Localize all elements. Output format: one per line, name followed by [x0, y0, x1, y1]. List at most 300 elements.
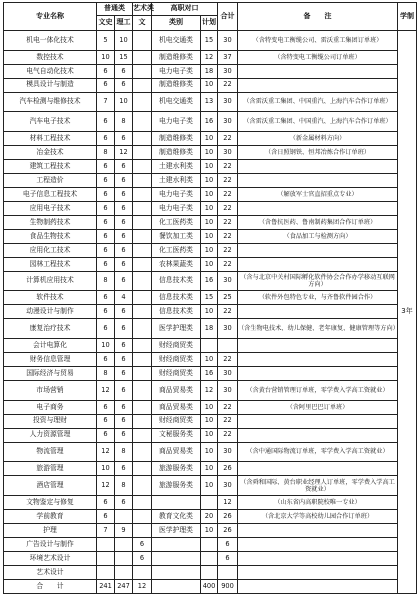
ligong-cell: 10: [115, 30, 133, 50]
table-row: [4, 366, 417, 380]
note-cell: （含雷沃重工集团、中国重汽、上海汽车合作订单班）: [238, 112, 398, 132]
category-cell: 农林果蔬类: [152, 257, 201, 271]
header-row-1: [4, 3, 417, 16]
major-name-cell: 酒店管理: [4, 476, 97, 496]
plan-cell: 16: [201, 271, 218, 291]
art-wen-cell: [133, 271, 152, 291]
table-row: [4, 146, 417, 160]
note-cell: [238, 173, 398, 187]
major-name-cell: 广告设计与制作: [4, 537, 97, 551]
wenshi-cell: 12: [97, 380, 115, 400]
note-cell: （含日照钢铁、恒邦冶炼合作订单班）: [238, 146, 398, 160]
note-cell: （含鲁抗医药、鲁南制药集团合作订单班）: [238, 215, 398, 229]
wenshi-cell: 7: [97, 92, 115, 112]
total-cell: 22: [218, 229, 238, 243]
total-label-cell: 合 计: [4, 579, 97, 593]
wenshi-cell: 6: [97, 64, 115, 78]
note-cell: [238, 462, 398, 476]
major-name-cell: 软件技术: [4, 291, 97, 305]
major-name-cell: 建筑工程技术: [4, 159, 97, 173]
ligong-cell: 6: [115, 64, 133, 78]
plan-cell: [201, 537, 218, 551]
plan-cell: 20: [201, 509, 218, 523]
plan-cell: 10: [201, 159, 218, 173]
plan-cell: 18: [201, 64, 218, 78]
major-name-cell: 工程造价: [4, 173, 97, 187]
table-row: [4, 215, 417, 229]
category-cell: 文秘服务类: [152, 428, 201, 442]
major-name-cell: 应用化工技术: [4, 243, 97, 257]
table-row: [4, 50, 417, 64]
note-cell: （含特变电工衡缆公司订单班）: [238, 50, 398, 64]
total-cell: 30: [218, 319, 238, 339]
art-wen-cell: [133, 132, 152, 146]
ligong-cell: 6: [115, 414, 133, 428]
note-cell: （含舜和国际、黄台职业经理人订单班，零学费入学高工资就业）: [238, 476, 398, 496]
ligong-cell: 6: [115, 305, 133, 319]
total-cell: 22: [218, 132, 238, 146]
major-name-cell: 汽车检测与维修技术: [4, 92, 97, 112]
art-wen-cell: [133, 243, 152, 257]
category-cell: 电力电子类: [152, 112, 201, 132]
major-name-cell: 人力资源管理: [4, 428, 97, 442]
major-name-cell: 电气自动化技术: [4, 64, 97, 78]
plan-cell: 12: [201, 50, 218, 64]
table-row: [4, 305, 417, 319]
total-cell: 30: [218, 476, 238, 496]
art-wen-cell: [133, 229, 152, 243]
art-wen-cell: [133, 352, 152, 366]
note-cell: [238, 537, 398, 551]
table-row: [4, 380, 417, 400]
total-cell: 30: [218, 30, 238, 50]
wenshi-cell: 6: [97, 201, 115, 215]
header-wenshi: 文史: [97, 15, 115, 30]
wenshi-cell: 10: [97, 339, 115, 353]
header-wen: 文: [133, 15, 152, 30]
wenshi-cell: 6: [97, 352, 115, 366]
ligong-cell: 6: [115, 215, 133, 229]
header-beizhu: 备 注: [238, 3, 398, 31]
table-row: [4, 476, 417, 496]
total-cell: 22: [218, 352, 238, 366]
ligong-cell: [115, 551, 133, 565]
total-cell: [218, 565, 238, 579]
table-row: [4, 339, 417, 353]
note-cell: [238, 64, 398, 78]
table-row: [4, 352, 417, 366]
ligong-cell: 6: [115, 339, 133, 353]
header-xuezhi: 学制: [398, 3, 417, 31]
table-row: [4, 462, 417, 476]
major-name-cell: 数控技术: [4, 50, 97, 64]
major-name-cell: 电子商务: [4, 400, 97, 414]
table-row: [4, 30, 417, 50]
category-cell: [152, 496, 201, 510]
major-name-cell: 汽车电子技术: [4, 112, 97, 132]
category-cell: 财经商贸类: [152, 366, 201, 380]
total-cell: 37: [218, 50, 238, 64]
category-cell: 化工医药类: [152, 215, 201, 229]
plan-cell: 10: [201, 173, 218, 187]
wenshi-cell: 6: [97, 291, 115, 305]
total-cell: 22: [218, 78, 238, 92]
wenshi-cell: [97, 551, 115, 565]
ligong-cell: 6: [115, 366, 133, 380]
art-wen-cell: [133, 173, 152, 187]
note-cell: [238, 551, 398, 565]
total-cell: 6: [218, 551, 238, 565]
ligong-cell: [115, 565, 133, 579]
note-cell: （含生物电技术、幼儿保健、老年康复、健康管理等方向）: [238, 319, 398, 339]
category-cell: 旅游服务类: [152, 462, 201, 476]
total-cell: 6: [218, 537, 238, 551]
category-cell: 信息技术类: [152, 305, 201, 319]
total-art-cell: 12: [133, 579, 152, 593]
total-cell: [218, 339, 238, 353]
ligong-cell: 6: [115, 319, 133, 339]
art-wen-cell: [133, 523, 152, 537]
plan-cell: 10: [201, 215, 218, 229]
plan-cell: 10: [201, 352, 218, 366]
wenshi-cell: 12: [97, 442, 115, 462]
total-cell: 22: [218, 414, 238, 428]
note-cell: [238, 257, 398, 271]
plan-cell: [201, 565, 218, 579]
table-row: [4, 291, 417, 305]
header-leibie: 类别: [152, 15, 201, 30]
table-row: [4, 112, 417, 132]
major-name-cell: 应用电子技术: [4, 201, 97, 215]
art-wen-cell: [133, 112, 152, 132]
table-row: [4, 537, 417, 551]
wenshi-cell: 6: [97, 496, 115, 510]
plan-cell: 16: [201, 112, 218, 132]
art-wen-cell: [133, 496, 152, 510]
wenshi-cell: 6: [97, 428, 115, 442]
table-row: [4, 565, 417, 579]
note-cell: （含阿里巴巴订单班）: [238, 400, 398, 414]
category-cell: [152, 537, 201, 551]
table-row: [4, 400, 417, 414]
art-wen-cell: [133, 305, 152, 319]
plan-cell: 10: [201, 132, 218, 146]
total-cell: 30: [218, 92, 238, 112]
note-cell: （含北京大学等高校幼儿园合作订单班）: [238, 509, 398, 523]
ligong-cell: 6: [115, 400, 133, 414]
wenshi-cell: 6: [97, 400, 115, 414]
major-name-cell: 市场营销: [4, 380, 97, 400]
plan-cell: 10: [201, 305, 218, 319]
header-ligong: 理工: [115, 15, 133, 30]
table-row: [4, 523, 417, 537]
ligong-cell: 6: [115, 173, 133, 187]
total-cell: 30: [218, 380, 238, 400]
category-cell: 电力电子类: [152, 187, 201, 201]
ligong-cell: 6: [115, 496, 133, 510]
ligong-cell: 4: [115, 291, 133, 305]
note-cell: （新金属材料方向）: [238, 132, 398, 146]
ligong-cell: 15: [115, 50, 133, 64]
table-row: [4, 243, 417, 257]
note-cell: [238, 243, 398, 257]
table-row: [4, 496, 417, 510]
total-cell: 12: [218, 496, 238, 510]
ligong-cell: 9: [115, 523, 133, 537]
category-cell: 医学护理类: [152, 319, 201, 339]
header-putong: 普通类: [97, 3, 133, 16]
category-cell: 财经商贸类: [152, 414, 201, 428]
plan-cell: 13: [201, 92, 218, 112]
table-row: [4, 64, 417, 78]
plan-cell: 10: [201, 257, 218, 271]
major-name-cell: 文物鉴定与修复: [4, 496, 97, 510]
total-cell: 22: [218, 215, 238, 229]
total-cell: 26: [218, 462, 238, 476]
ligong-cell: 6: [115, 352, 133, 366]
major-name-cell: 计算机应用技术: [4, 271, 97, 291]
art-wen-cell: [133, 92, 152, 112]
art-wen-cell: 6: [133, 537, 152, 551]
table-row: [4, 271, 417, 291]
wenshi-cell: 6: [97, 132, 115, 146]
table-row: [4, 173, 417, 187]
art-wen-cell: [133, 30, 152, 50]
ligong-cell: 8: [115, 112, 133, 132]
table-row: [4, 78, 417, 92]
category-cell: 机电交通类: [152, 92, 201, 112]
art-wen-cell: [133, 476, 152, 496]
category-cell: 制造维修类: [152, 132, 201, 146]
category-cell: 化工医药类: [152, 243, 201, 257]
plan-cell: 15: [201, 30, 218, 50]
major-name-cell: 模具设计与制造: [4, 78, 97, 92]
major-name-cell: 财务信息管理: [4, 352, 97, 366]
plan-cell: 10: [201, 187, 218, 201]
total-cell: 22: [218, 428, 238, 442]
art-wen-cell: [133, 257, 152, 271]
category-cell: [152, 551, 201, 565]
plan-cell: [201, 551, 218, 565]
ligong-cell: 6: [115, 462, 133, 476]
art-wen-cell: [133, 414, 152, 428]
ligong-cell: 6: [115, 201, 133, 215]
wenshi-cell: 6: [97, 112, 115, 132]
ligong-cell: 6: [115, 257, 133, 271]
table-row: [4, 257, 417, 271]
wenshi-cell: 6: [97, 414, 115, 428]
major-name-cell: 电子信息工程技术: [4, 187, 97, 201]
plan-cell: 10: [201, 523, 218, 537]
art-wen-cell: 6: [133, 551, 152, 565]
ligong-cell: 12: [115, 146, 133, 160]
art-wen-cell: [133, 442, 152, 462]
plan-cell: [201, 339, 218, 353]
ligong-cell: 6: [115, 229, 133, 243]
ligong-cell: 6: [115, 132, 133, 146]
total-cell: 30: [218, 64, 238, 78]
table-row: [4, 428, 417, 442]
major-name-cell: 园林工程技术: [4, 257, 97, 271]
plan-cell: 10: [201, 78, 218, 92]
major-name-cell: 艺术设计: [4, 565, 97, 579]
category-cell: 财经商贸类: [152, 352, 201, 366]
art-wen-cell: [133, 428, 152, 442]
major-name-cell: 康复治疗技术: [4, 319, 97, 339]
note-cell: （软件外包特色专业，与齐鲁软件园合作）: [238, 291, 398, 305]
wenshi-cell: 6: [97, 229, 115, 243]
ligong-cell: 6: [115, 187, 133, 201]
category-cell: 电力电子类: [152, 64, 201, 78]
wenshi-cell: [97, 565, 115, 579]
header-jihua: 计划: [201, 15, 218, 30]
art-wen-cell: [133, 400, 152, 414]
major-name-cell: 旅游管理: [4, 462, 97, 476]
category-cell: 餐饮加工类: [152, 229, 201, 243]
wenshi-cell: 8: [97, 146, 115, 160]
wenshi-cell: [97, 537, 115, 551]
major-name-cell: 生物制药技术: [4, 215, 97, 229]
category-cell: 商品贸易类: [152, 442, 201, 462]
category-cell: 制造维修类: [152, 78, 201, 92]
major-name-cell: 会计电算化: [4, 339, 97, 353]
wenshi-cell: 5: [97, 30, 115, 50]
total-cell: 30: [218, 146, 238, 160]
total-note-cell: [238, 579, 398, 593]
header-major: 专业名称: [4, 3, 97, 31]
xuezhi-value-cell: 3年: [398, 30, 417, 593]
wenshi-cell: 6: [97, 257, 115, 271]
total-cell: 22: [218, 243, 238, 257]
category-cell: 旅游服务类: [152, 476, 201, 496]
table-row: [4, 187, 417, 201]
ligong-cell: 8: [115, 476, 133, 496]
plan-cell: 10: [201, 243, 218, 257]
ligong-cell: 6: [115, 78, 133, 92]
header-heji: 合计: [218, 3, 238, 31]
plan-cell: 10: [201, 146, 218, 160]
ligong-cell: 6: [115, 428, 133, 442]
wenshi-cell: 8: [97, 271, 115, 291]
art-wen-cell: [133, 509, 152, 523]
plan-cell: 18: [201, 319, 218, 339]
note-cell: [238, 523, 398, 537]
category-cell: 信息技术类: [152, 271, 201, 291]
total-wenshi-cell: 241: [97, 579, 115, 593]
header-gaozhi: 高职对口: [152, 3, 218, 16]
enrollment-plan-table: [3, 2, 417, 594]
art-wen-cell: [133, 215, 152, 229]
plan-cell: 10: [201, 201, 218, 215]
art-wen-cell: [133, 50, 152, 64]
table-row: [4, 319, 417, 339]
ligong-cell: 6: [115, 243, 133, 257]
wenshi-cell: 6: [97, 305, 115, 319]
wenshi-cell: 6: [97, 509, 115, 523]
category-cell: 教育文化类: [152, 509, 201, 523]
major-name-cell: 动漫设计与制作: [4, 305, 97, 319]
total-cell: 30: [218, 366, 238, 380]
total-cell: 22: [218, 159, 238, 173]
art-wen-cell: [133, 201, 152, 215]
major-name-cell: 食品生物技术: [4, 229, 97, 243]
total-cell: 22: [218, 187, 238, 201]
note-cell: [238, 352, 398, 366]
category-cell: 商品贸易类: [152, 400, 201, 414]
category-cell: 制造维修类: [152, 50, 201, 64]
art-wen-cell: [133, 64, 152, 78]
note-cell: [238, 159, 398, 173]
total-cell: 22: [218, 257, 238, 271]
art-wen-cell: [133, 462, 152, 476]
total-cell: 30: [218, 271, 238, 291]
wenshi-cell: 6: [97, 215, 115, 229]
wenshi-cell: 6: [97, 159, 115, 173]
major-name-cell: 护理: [4, 523, 97, 537]
category-cell: 商品贸易类: [152, 380, 201, 400]
header-yishu: 艺术类: [133, 3, 152, 16]
note-cell: （解放军士官直招重点专业）: [238, 187, 398, 201]
note-cell: （含特变电工衡缆公司、雷沃重工集团订单班）: [238, 30, 398, 50]
wenshi-cell: 6: [97, 319, 115, 339]
category-cell: 医学护理类: [152, 523, 201, 537]
total-sum-cell: 900: [218, 579, 238, 593]
note-cell: （含黄台营销管理订单班，零学费入学高工资就业）: [238, 380, 398, 400]
plan-cell: 10: [201, 229, 218, 243]
plan-cell: 15: [201, 291, 218, 305]
plan-cell: 10: [201, 442, 218, 462]
total-cell: 22: [218, 305, 238, 319]
major-name-cell: 国际经济与贸易: [4, 366, 97, 380]
category-cell: 信息技术类: [152, 291, 201, 305]
table-body: [4, 3, 417, 594]
total-cell: 30: [218, 112, 238, 132]
table-row: [4, 92, 417, 112]
table-row: [4, 442, 417, 462]
art-wen-cell: [133, 380, 152, 400]
major-name-cell: 投资与理财: [4, 414, 97, 428]
major-name-cell: 环境艺术设计: [4, 551, 97, 565]
art-wen-cell: [133, 159, 152, 173]
plan-cell: 16: [201, 366, 218, 380]
table-row: [4, 414, 417, 428]
wenshi-cell: 10: [97, 50, 115, 64]
total-ligong-cell: 247: [115, 579, 133, 593]
wenshi-cell: 6: [97, 173, 115, 187]
note-cell: [238, 78, 398, 92]
table-row: [4, 509, 417, 523]
category-cell: [152, 565, 201, 579]
note-cell: [238, 565, 398, 579]
table-row: [4, 201, 417, 215]
plan-cell: 12: [201, 380, 218, 400]
table-row: [4, 551, 417, 565]
note-cell: （含雷沃重工集团、中国重汽、上海汽车合作订单班）: [238, 92, 398, 112]
note-cell: [238, 366, 398, 380]
table-row: [4, 229, 417, 243]
category-cell: 财经商贸类: [152, 339, 201, 353]
major-name-cell: 材料工程技术: [4, 132, 97, 146]
major-name-cell: 学前教育: [4, 509, 97, 523]
total-cell: 26: [218, 523, 238, 537]
major-name-cell: 机电一体化技术: [4, 30, 97, 50]
art-wen-cell: [133, 565, 152, 579]
total-cell: 22: [218, 400, 238, 414]
note-cell: （含与北京中关村国际孵化软件协会合作办学移动互联网方向）: [238, 271, 398, 291]
note-cell: [238, 201, 398, 215]
wenshi-cell: 12: [97, 476, 115, 496]
plan-cell: [201, 496, 218, 510]
